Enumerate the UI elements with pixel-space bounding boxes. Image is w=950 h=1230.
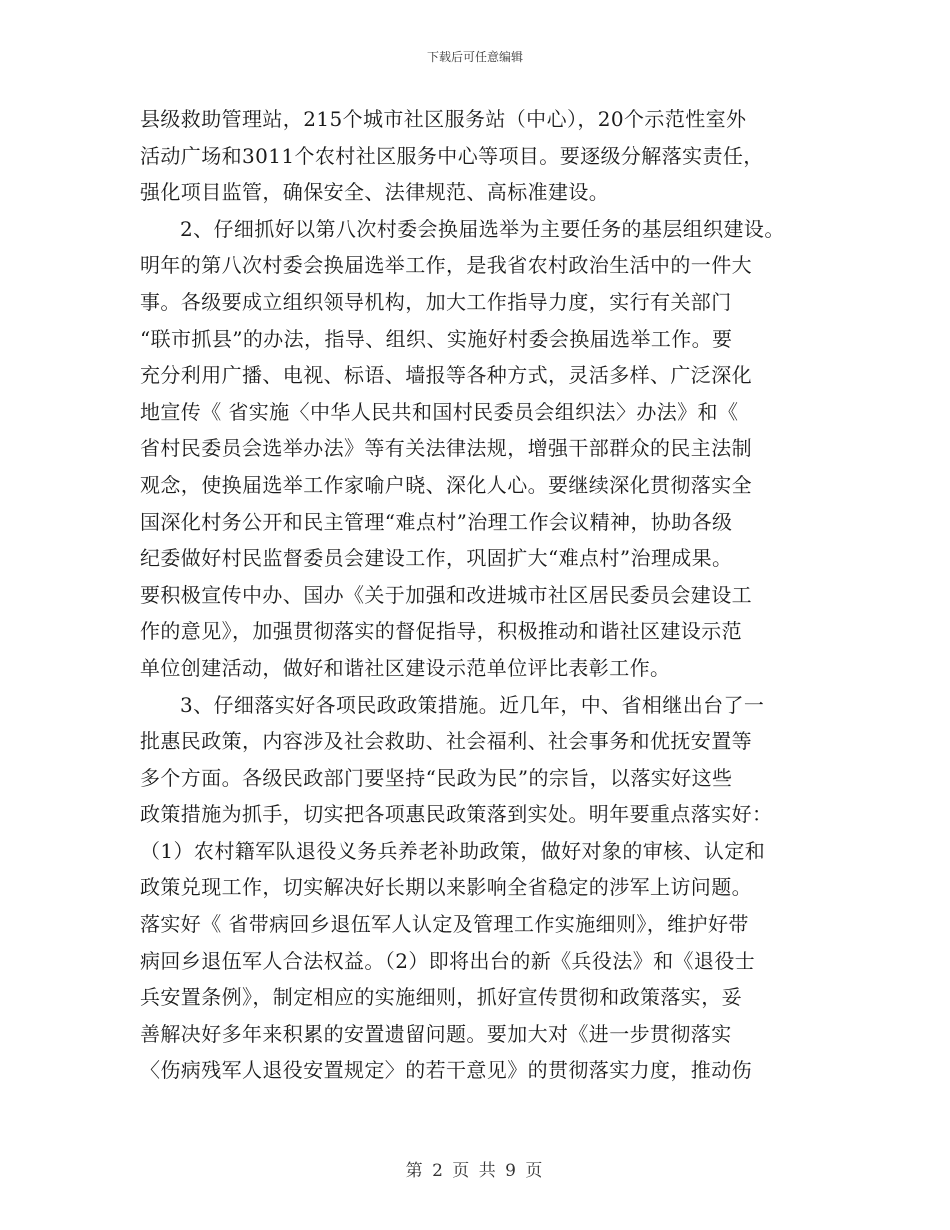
text-line: 活动广场和3011个农村社区服务中心等项目。要逐级分解落实责任， [140, 143, 764, 168]
text-line: 县级救助管理站，215个城市社区服务站（中心），20个示范性室外 [140, 107, 747, 131]
text-line: 国深化村务公开和民主管理“难点村”治理工作会议精神，协助各级 [140, 509, 733, 534]
text-line: “联市抓县”的办法，指导、组织、实施好村委会换届选举工作。要 [140, 326, 733, 351]
text-line: 3、仔细落实好各项民政政策措施。近几年，中、省相继出台了一 [180, 692, 765, 717]
text-line: 落实好《 省带病回乡退伍军人认定及管理工作实施细则》，维护好带 [140, 912, 749, 937]
page-header-note: 下载后可任意编辑 [426, 50, 523, 64]
text-line: 观念，使换届选举工作家喻户晓、深化人心。要继续深化贯彻落实全 [140, 472, 752, 497]
text-line: 充分利用广播、电视、标语、墙报等各种方式，灵活多样、广泛深化 [140, 363, 752, 388]
text-line: 2、仔细抓好以第八次村委会换届选举为主要任务的基层组织建设。 [180, 216, 785, 241]
text-line: 〈伤病残军人退役安置规定〉的若干意见》的贯彻落实力度，推动伤 [140, 1058, 752, 1083]
text-line: 病回乡退伍军人合法权益。（2）即将出台的新《兵役法》和《退役士 [140, 948, 756, 973]
document-body [140, 104, 810, 1092]
text-line: 要积极宣传中办、国办《关于加强和改进城市社区居民委员会建设工 [140, 582, 752, 607]
text-line: 兵安置条例》，制定相应的实施细则，抓好宣传贯彻和政策落实，妥 [140, 985, 742, 1010]
text-line: 批惠民政策，内容涉及社会救助、社会福利、社会事务和优抚安置等 [140, 729, 752, 754]
text-line: 事。各级要成立组织领导机构，加大工作指导力度，实行有关部门 [140, 289, 732, 314]
text-line: 明年的第八次村委会换届选举工作，是我省农村政治生活中的一件大 [140, 253, 752, 278]
text-line: 善解决好多年来积累的安置遗留问题。要加大对《进一步贯彻落实 [140, 1021, 732, 1046]
text-line: 单位创建活动，做好和谐社区建设示范单位评比表彰工作。 [140, 655, 671, 680]
page-number-footer: 第 2 页 共 9 页 [405, 1161, 545, 1181]
text-line: 政策措施为抓手，切实把各项惠民政策落到实处。明年要重点落实好： [140, 802, 773, 827]
text-line: 地宣传《 省实施〈中华人民共和国村民委员会组织法〉办法》和《 [140, 399, 739, 424]
text-line: 政策兑现工作，切实解决好长期以来影响全省稳定的涉军上访问题。 [140, 875, 752, 900]
text-line: 作的意见》，加强贯彻落实的督促指导，积极推动和谐社区建设示范 [140, 619, 742, 644]
text-line: 多个方面。各级民政部门要坚持“民政为民”的宗旨，以落实好这些 [140, 765, 733, 790]
text-line: 强化项目监管，确保安全、法律规范、高标准建设。 [140, 180, 610, 205]
text-line: 省村民委员会选举办法》等有关法律法规，增强干部群众的民主法制 [140, 436, 752, 461]
text-line: 纪委做好村民监督委员会建设工作，巩固扩大“难点村”治理成果。 [140, 546, 733, 571]
text-line: （1）农村籍军队退役义务兵养老补助政策，做好对象的审核、认定和 [140, 838, 766, 863]
